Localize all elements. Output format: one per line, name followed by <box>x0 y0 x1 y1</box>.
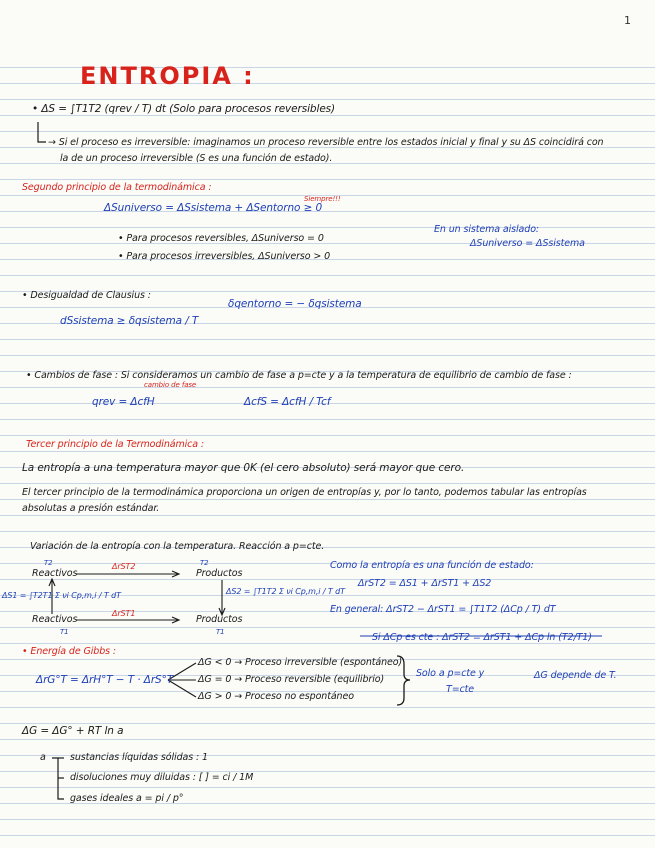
ds2-integral: ΔS2 = ∫T1T2 Σ νi Cp,m,i / T dT <box>226 587 345 596</box>
ds1-integral: ΔS1 = ∫T2T1 Σ νi Cp,m,i / T dT <box>2 591 121 600</box>
page-number: 1 <box>624 14 631 27</box>
gibbs-case-positive: ΔG > 0 → Proceso no espontáneo <box>198 691 354 702</box>
third-law-line-2: El tercer principio de la termodinámica proporciona un origen de entropías y, por lo tanto, podemos tabular las entropías <box>22 487 587 498</box>
siempre-note: Siempre!!! <box>304 195 341 203</box>
isolated-system-heading: En un sistema aislado: <box>434 224 540 235</box>
gibbs-case-zero: ΔG = 0 → Proceso reversible (equilibrio) <box>198 674 385 685</box>
dr-s-t1: ΔrST1 <box>112 609 136 618</box>
third-law-line-1: La entropía a una temperatura mayor que 0K (el cero absoluto) será mayor que cero. <box>22 462 465 474</box>
third-law-heading: Tercer principio de la Termodinámica : <box>26 439 205 450</box>
reactivos-bottom: Reactivos <box>32 614 78 625</box>
gibbs-heading: • Energía de Gibbs : <box>22 646 117 657</box>
entropy-formula: • ΔS = ∫T1T2 (qrev / T) dt (Solo para procesos reversibles) <box>32 103 336 115</box>
general-equation: En general: ΔrST2 − ΔrST1 = ∫T1T2 (ΔCp / T) dT <box>330 604 556 615</box>
activity-ideal-gases: gases ideales a = pi / p° <box>70 793 184 804</box>
productos-bottom: Productos <box>196 614 243 625</box>
t1-right: T1 <box>216 628 225 636</box>
qrev-equation: qrev = ΔcfH <box>92 396 155 408</box>
gibbs-activity-equation: ΔG = ΔG° + RT ln a <box>22 725 124 737</box>
activity-label: a <box>40 752 46 763</box>
productos-top: Productos <box>196 568 243 579</box>
gibbs-condition-1: Solo a p=cte y <box>416 668 485 679</box>
third-law-line-3: absolutas a presión estándar. <box>22 503 160 514</box>
activity-dilute-solutions: disoluciones muy diluidas : [ ] = ci / 1M <box>70 772 254 783</box>
gibbs-equation: ΔrG°T = ΔrH°T − T · ΔrS°T <box>36 674 174 686</box>
state-function-equation: ΔrST2 = ΔS1 + ΔrST1 + ΔS2 <box>358 578 492 589</box>
activity-solids-liquids: sustancias líquidas sólidas : 1 <box>70 752 208 763</box>
t2-right: T2 <box>200 559 209 567</box>
clausius-heading: • Desigualdad de Clausius : <box>22 290 151 301</box>
irreversible-note-2: la de un proceso irreversible (S es una función de estado). <box>60 153 333 164</box>
clausius-inequality: dSsistema ≥ δqsistema / T <box>60 315 199 327</box>
state-function-heading: Como la entropía es una función de estado: <box>330 560 534 571</box>
second-law-equation: ΔSuniverso = ΔSsistema + ΔSentorno ≥ 0 <box>104 202 323 214</box>
gibbs-case-negative: ΔG < 0 → Proceso irreversible (espontáneo) <box>198 657 403 668</box>
gibbs-condition-2: T=cte <box>446 684 475 695</box>
gibbs-temperature-note: ΔG depende de T. <box>534 670 617 681</box>
isolated-system-equation: ΔSuniverso = ΔSsistema <box>470 238 585 249</box>
phase-change-line: • Cambios de fase : Si consideramos un cambio de fase a p=cte y a la temperatura de equilibrio de cambio de fase : <box>26 370 572 381</box>
page-title: ENTROPIA : <box>80 62 255 90</box>
constant-cp-equation: Si ΔCp es cte : ΔrST2 = ΔrST1 + ΔCp ln (T2/T1) <box>372 632 592 643</box>
irreversible-note-1: → Si el proceso es irreversible: imaginamos un proceso reversible entre los estados inicial y final y su ΔS coincidirá con <box>48 137 604 148</box>
entropy-temp-heading: Variación de la entropía con la temperatura. Reacción a p=cte. <box>30 541 325 552</box>
reactivos-top: Reactivos <box>32 568 78 579</box>
dr-s-t2: ΔrST2 <box>112 562 136 571</box>
second-law-heading: Segundo principio de la termodinámica : <box>22 182 212 193</box>
phase-change-note: cambio de fase <box>144 381 197 389</box>
phase-entropy-equation: ΔcfS = ΔcfH / Tcf <box>244 396 331 408</box>
irreversible-case: • Para procesos irreversibles, ΔSuniverso > 0 <box>118 251 331 262</box>
reversible-case: • Para procesos reversibles, ΔSuniverso = 0 <box>118 233 324 244</box>
entorno-equation: δqentorno = − δqsistema <box>228 298 362 310</box>
t1-left: T1 <box>60 628 69 636</box>
t2-top: T2 <box>44 559 53 567</box>
